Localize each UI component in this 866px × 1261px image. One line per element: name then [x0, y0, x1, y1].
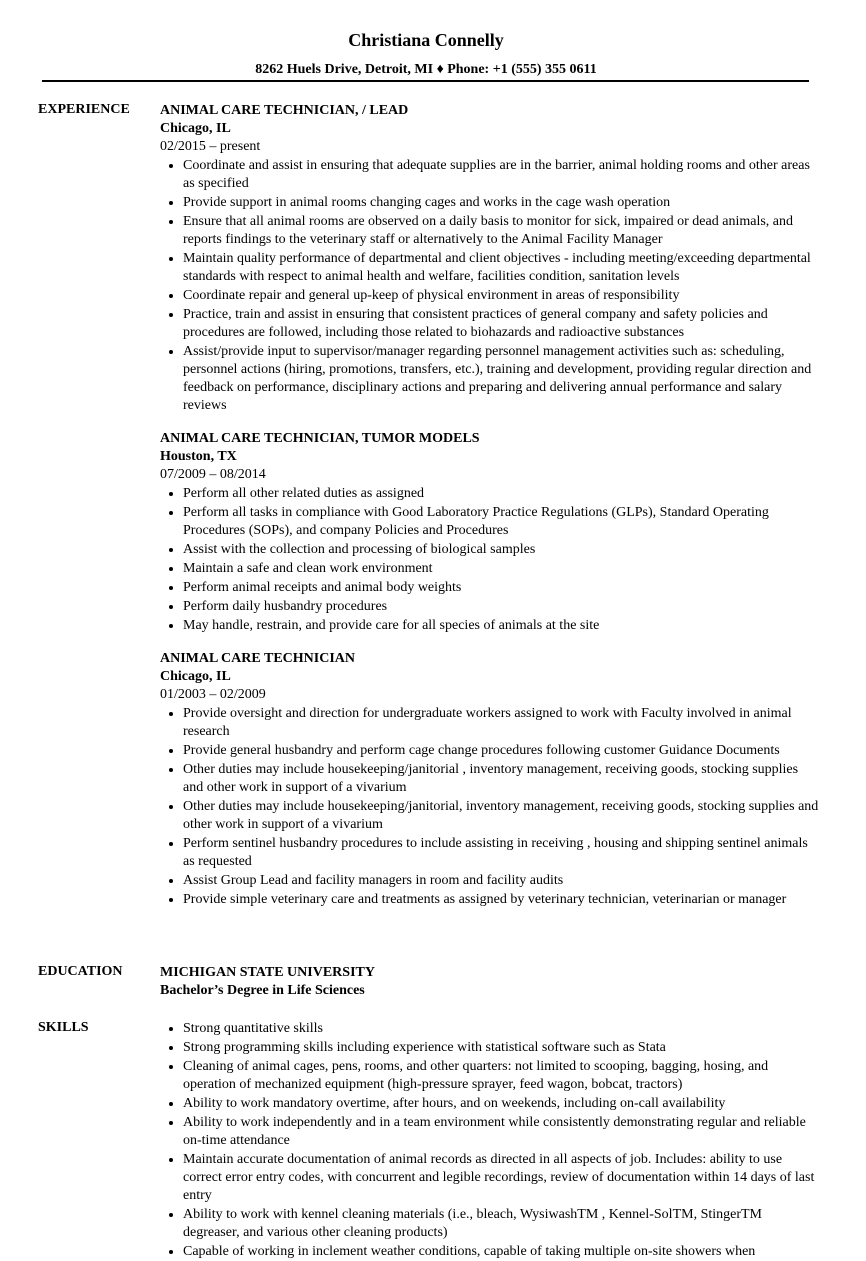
list-item: • Perform all other related duties as assigned [183, 484, 820, 503]
header-divider [42, 80, 809, 82]
list-item: • Strong quantitative skills [183, 1019, 820, 1038]
section-heading-skills: SKILLS [38, 1020, 89, 1035]
list-item: • Perform all tasks in compliance with Good Laboratory Practice Regulations (GLPs), Standard Operating Procedures (SOPs), and company Policies and Procedures [183, 503, 820, 540]
list-item: • May handle, restrain, and provide care for all species of animals at the site [183, 616, 820, 635]
job-location: Chicago, IL [160, 121, 231, 136]
job-location: Houston, TX [160, 449, 237, 464]
job-entry [160, 430, 820, 635]
job-dates: 07/2009 – 08/2014 [160, 467, 266, 482]
list-item: • Coordinate and assist in ensuring that adequate supplies are in the barrier, animal holding rooms and other areas as specified [183, 156, 820, 193]
degree: Bachelor’s Degree in Life Sciences [160, 983, 365, 998]
list-item: • Assist/provide input to supervisor/manager regarding personnel management activities such as: scheduling, personnel actions (hiring, promotions, transfers, etc.), training and development, providing regular direction and feedback on performance, disciplinary actions and preparing and delivering annual performance and salary reviews [183, 342, 820, 415]
job-title: ANIMAL CARE TECHNICIAN [160, 651, 355, 666]
job-dates: 01/2003 – 02/2009 [160, 687, 266, 702]
skills-bullets [160, 1019, 820, 1261]
list-item: • Maintain accurate documentation of animal records as directed in all aspects of job. Includes: ability to use correct error entry codes, with concurrent and legible recordings, review of documentation within 14 days of last entry [183, 1150, 820, 1205]
list-item: • Maintain quality performance of departmental and client objectives - including meeting/exceeding departmental standards with respect to animal health and welfare, facilities condition, sanitation levels [183, 249, 820, 286]
education-entry [160, 964, 820, 1000]
list-item: • Ability to work mandatory overtime, after hours, and on weekends, including on-call availability [183, 1094, 820, 1113]
list-item: • Perform daily husbandry procedures [183, 597, 820, 616]
list-item: • Capable of working in inclement weather conditions, capable of taking multiple on-site showers when [183, 1242, 820, 1261]
job-entry [160, 102, 820, 415]
contact-line: 8262 Huels Drive, Detroit, MI ♦ Phone: +1 (555) 355 0611 [255, 62, 597, 77]
job-bullets [160, 704, 820, 909]
job-dates: 02/2015 – present [160, 139, 261, 154]
list-item: • Strong programming skills including experience with statistical software such as Stata [183, 1038, 820, 1057]
list-item: • Assist Group Lead and facility managers in room and facility audits [183, 871, 820, 890]
list-item: • Other duties may include housekeeping/janitorial, inventory management, receiving goods, stocking supplies and other work in support of a vivarium [183, 797, 820, 834]
list-item: • Maintain a safe and clean work environment [183, 559, 820, 578]
list-item: • Provide oversight and direction for undergraduate workers assigned to work with Faculty involved in animal research [183, 704, 820, 741]
list-item: • Ensure that all animal rooms are observed on a daily basis to monitor for sick, impaired or dead animals, and reports findings to the veterinary staff or alternatively to the Animal Facility Manager [183, 212, 820, 249]
list-item: • Coordinate repair and general up-keep of physical environment in areas of responsibility [183, 286, 820, 305]
job-title: ANIMAL CARE TECHNICIAN, / LEAD [160, 103, 409, 118]
job-location: Chicago, IL [160, 669, 231, 684]
list-item: • Ability to work independently and in a team environment while consistently demonstrating regular and reliable on-time attendance [183, 1113, 820, 1150]
job-entry [160, 650, 820, 909]
skills-list [160, 1019, 820, 1261]
list-item: • Perform sentinel husbandry procedures to include assisting in receiving , housing and shipping sentinel animals as requested [183, 834, 820, 871]
list-item: • Provide support in animal rooms changing cages and works in the cage wash operation [183, 193, 820, 212]
list-item: • Ability to work with kennel cleaning materials (i.e., bleach, WysiwashTM , Kennel-SolTM, StingerTM degreaser, and various other cleaning products) [183, 1205, 820, 1242]
list-item: • Provide simple veterinary care and treatments as assigned by veterinary technician, veterinarian or manager [183, 890, 820, 909]
section-heading-experience: EXPERIENCE [38, 102, 130, 117]
list-item: • Other duties may include housekeeping/janitorial , inventory management, receiving goods, stocking supplies and other work in support of a vivarium [183, 760, 820, 797]
job-title: ANIMAL CARE TECHNICIAN, TUMOR MODELS [160, 431, 480, 446]
school-name: MICHIGAN STATE UNIVERSITY [160, 965, 375, 980]
list-item: • Provide general husbandry and perform cage change procedures following customer Guidance Documents [183, 741, 820, 760]
section-heading-education: EDUCATION [38, 964, 123, 979]
list-item: • Assist with the collection and processing of biological samples [183, 540, 820, 559]
list-item: • Cleaning of animal cages, pens, rooms, and other quarters: not limited to scooping, bagging, hosing, and operation of mechanized equipment (high-pressure sprayer, feed wagon, bobcat, tractors) [183, 1057, 820, 1094]
job-bullets [160, 484, 820, 635]
list-item: • Practice, train and assist in ensuring that consistent practices of general company and safety policies and procedures are followed, including those related to biohazards and radioactive substances [183, 305, 820, 342]
job-bullets [160, 156, 820, 415]
candidate-name: Christiana Connelly [348, 30, 504, 50]
list-item: • Perform animal receipts and animal body weights [183, 578, 820, 597]
